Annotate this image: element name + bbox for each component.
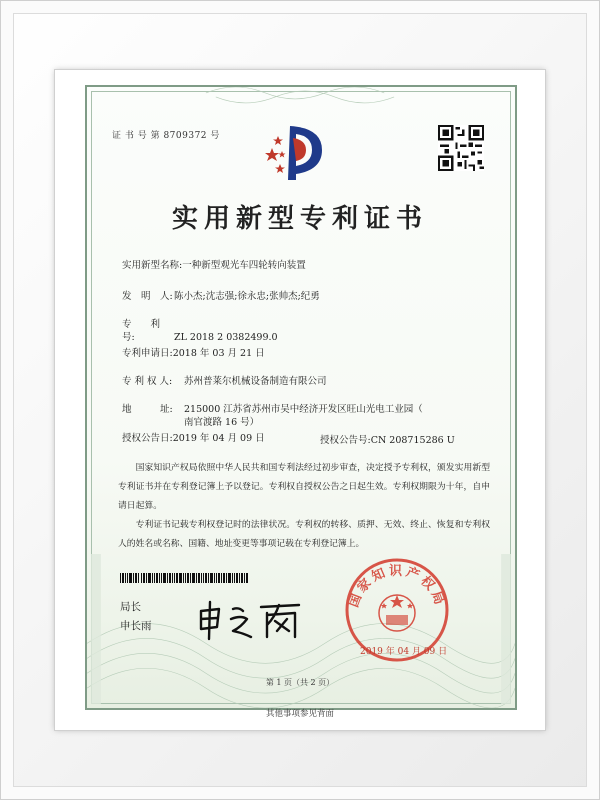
seal-date: 2019 年 04 月 09 日 bbox=[360, 647, 448, 657]
certificate-serial: 证 书 号 第 8709372 号 bbox=[112, 131, 220, 141]
field-utility-name bbox=[122, 259, 306, 272]
cnipa-logo-icon bbox=[262, 118, 332, 188]
field-publication-date bbox=[122, 432, 265, 445]
field-label: 授权公告号: bbox=[320, 435, 371, 446]
field-value: 2019 年 04 月 09 日 bbox=[172, 433, 265, 444]
field-value: CN 208715286 U bbox=[370, 435, 455, 446]
field-patentee bbox=[122, 375, 327, 388]
field-patent-number bbox=[122, 318, 278, 344]
field-publication-number bbox=[320, 432, 455, 446]
address-line-1: 215000 江苏省苏州市吴中经济开发区旺山光电工业园（ bbox=[184, 404, 423, 415]
official-signature-block bbox=[120, 598, 152, 636]
footer-note: 其他事项参见背面 bbox=[265, 709, 334, 719]
page-number: 第 1 页（共 2 页） bbox=[265, 678, 335, 687]
address-line-2: 南官渡路 16 号） bbox=[184, 417, 260, 428]
barcode-icon bbox=[120, 573, 248, 583]
field-value: 苏州普莱尔机械设备制造有限公司 bbox=[184, 376, 327, 387]
signature-icon bbox=[195, 597, 315, 642]
field-label: 专 利 权 人: bbox=[122, 376, 173, 387]
certificate-paragraph-2: 专利证书记载专利权登记时的法律状况。专利权的转移、质押、无效、终止、恢复和专利权人的姓名或名称、国籍、地址变更等事项记载在专利登记簿上。 bbox=[118, 520, 490, 549]
official-title: 局长 bbox=[120, 601, 141, 613]
field-label: 地 址: bbox=[122, 404, 173, 415]
field-inventor bbox=[122, 290, 320, 303]
field-value: 2018 年 03 月 21 日 bbox=[172, 348, 265, 359]
official-name: 申长雨 bbox=[120, 620, 152, 632]
seal-text: 国家知识产权局 bbox=[346, 564, 448, 610]
field-value bbox=[184, 403, 423, 429]
qr-code-icon bbox=[438, 125, 484, 171]
field-apply-date bbox=[122, 347, 265, 360]
field-label: 发 明 人: bbox=[122, 291, 173, 302]
field-label: 专利申请日: bbox=[122, 348, 173, 359]
field-label: 实用新型名称: bbox=[122, 260, 183, 271]
field-address bbox=[122, 403, 423, 429]
certificate-paragraph-1: 国家知识产权局依照中华人民共和国专利法经过初步审查，决定授予专利权，颁发实用新型专利证书并在专利登记簿上予以登记。专利权自授权公告之日起生效。专利权期限为十年，自申请日起算。 bbox=[118, 463, 490, 511]
field-value: 一种新型观光车四轮转向装置 bbox=[182, 260, 306, 271]
field-label: 授权公告日: bbox=[122, 433, 173, 444]
field-label: 专 利 号: bbox=[122, 319, 170, 343]
field-value: ZL 2018 2 0382499.0 bbox=[174, 332, 278, 343]
certificate-title: 实用新型专利证书 bbox=[171, 204, 428, 234]
field-value: 陈小杰;沈志强;徐永忠;张帅杰;纪勇 bbox=[174, 291, 320, 302]
